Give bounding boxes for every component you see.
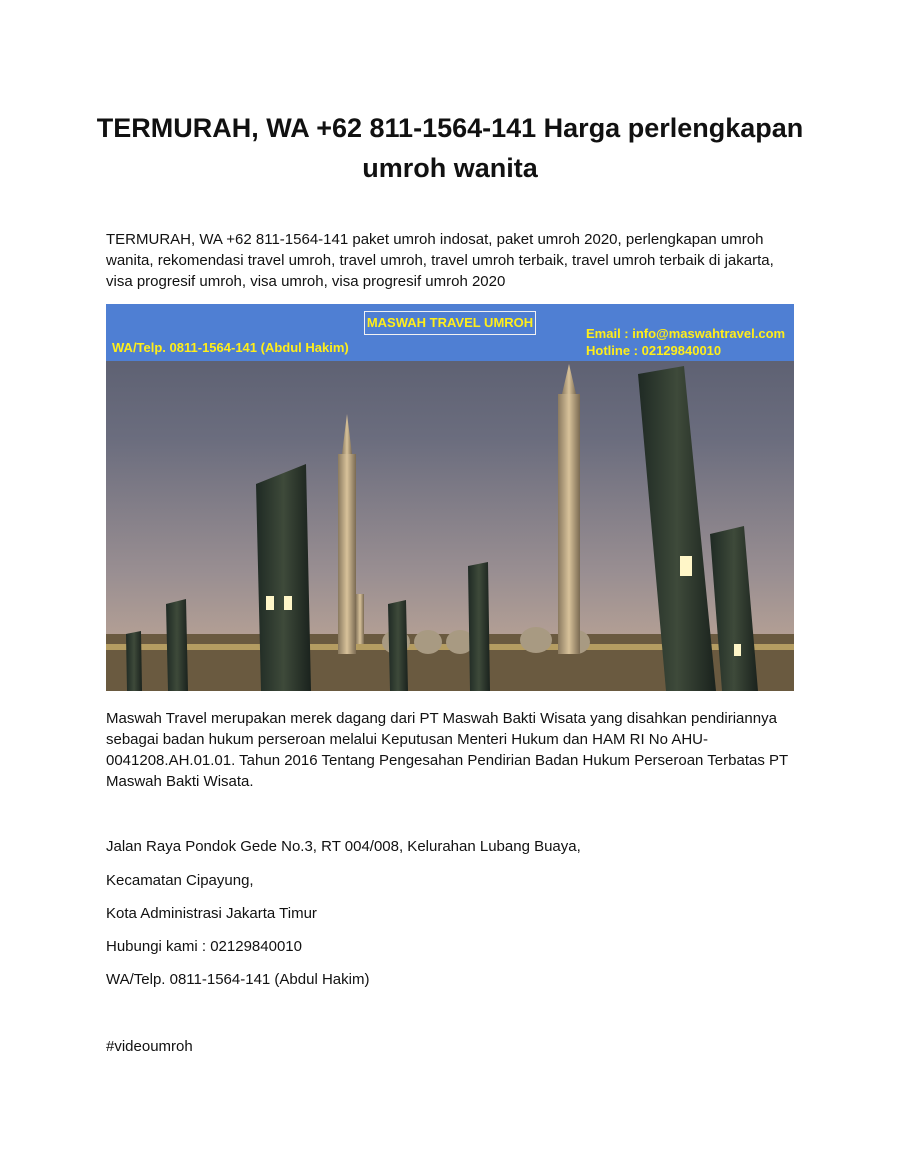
banner-image xyxy=(106,304,794,691)
contact-wa: WA/Telp. 0811-1564-141 (Abdul Hakim) xyxy=(106,971,370,988)
banner-wa: WA/Telp. 0811-1564-141 (Abdul Hakim) xyxy=(112,340,349,355)
banner-brand: MASWAH TRAVEL UMROH xyxy=(364,311,536,335)
about-paragraph: Maswah Travel merupakan merek dagang dari PT Maswah Bakti Wisata yang disahkan pendiriannya sebagai badan hukum perseroan melalui Keputusan Menteri Hukum dan HAM RI No AHU-0041208.AH.01.01. Tahun 2016 Tentang Pengesahan Pendirian Badan Hukum Perseroan Terbatas PT Maswah Bakti Wisata. xyxy=(106,710,788,790)
banner-contact xyxy=(586,325,785,359)
banner-email: Email : info@maswahtravel.com xyxy=(586,326,786,341)
contact-phone: Hubungi kami : 02129840010 xyxy=(106,938,302,955)
intro-paragraph: TERMURAH, WA +62 811-1564-141 paket umroh indosat, paket umroh 2020, perlengkapan umroh wanita, rekomendasi travel umroh, travel umroh, travel umroh terbaik, travel umroh terbaik di jakarta, visa progresif umroh, visa umroh, visa progresif umroh 2020 xyxy=(106,231,774,290)
page-title: TERMURAH, WA +62 811-1564-141 Harga perlengkapan umroh wanita xyxy=(96,113,804,183)
address-district: Kecamatan Cipayung, xyxy=(106,872,254,889)
address-street: Jalan Raya Pondok Gede No.3, RT 004/008, Kelurahan Lubang Buaya, xyxy=(106,838,581,855)
banner-hotline: Hotline : 02129840010 xyxy=(586,343,722,358)
address-city: Kota Administrasi Jakarta Timur xyxy=(106,905,317,922)
mosque-photo xyxy=(106,304,794,691)
hashtag: #videoumroh xyxy=(106,1038,193,1055)
